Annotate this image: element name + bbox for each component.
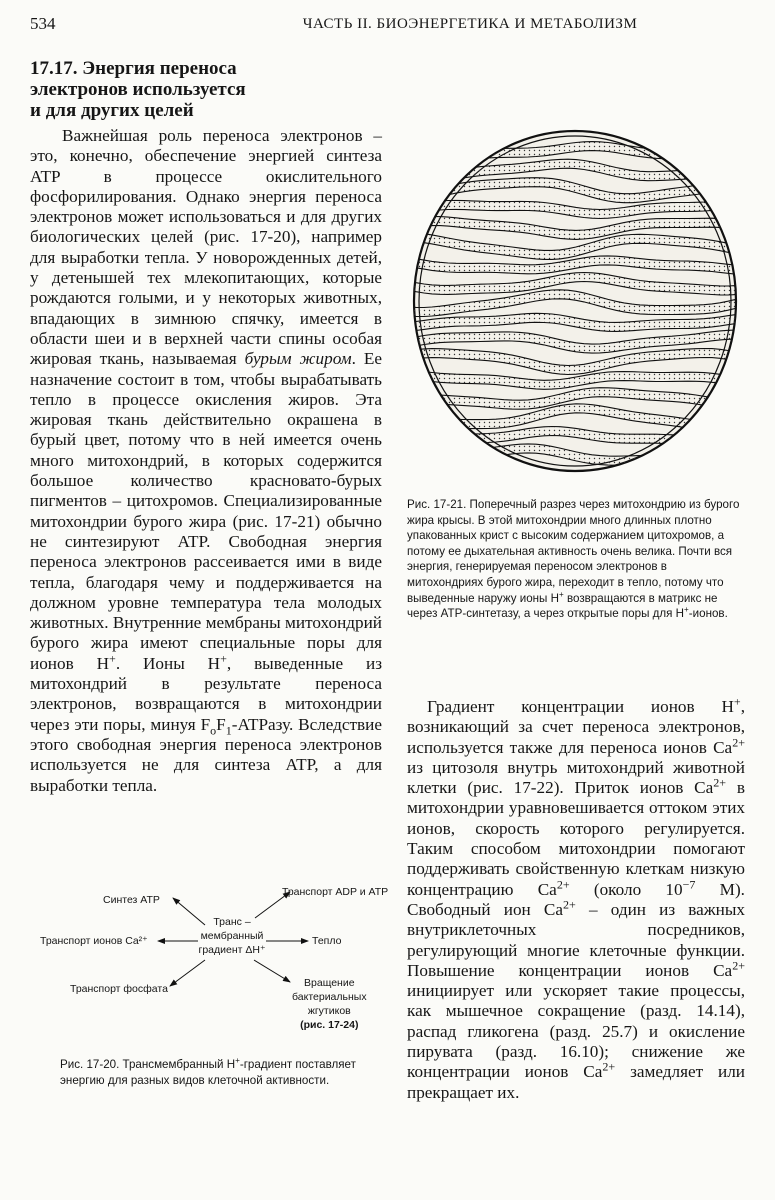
paragraph-calcium: Градиент концентрации ионов H+, возникающий за счет переноса электронов, используется также для переноса ионов $Ca^{2+}$ из цитозоля внутрь митохондрий животной клетки (рис. 17-22). Приток ионов $Ca^{2+}$ в митохондрии уравновешивается оттоком этих ионов, скорость которого регулируется. Таким способом митохондрии помогают поддерживать свойственную клеткам низкую концентрацию $Ca^{2+}$ (около $10^{-7}$ М). Свободный ион $Ca^{2+}$ – один из важных внутриклеточных посредников, регулирующий многие клеточные функции. Повышение концентрации ионов $Ca^{2+}$ инициирует или ускоряет такие процессы, как мышечное сокращение (разд. 14.14), распад гликогена (разд. 25.7) и окисление пирувата (разд. 16.10); снижение же концентрации ионов $Ca^{2+}$ замедляет или прекращает их. (407, 694, 746, 1102)
term-brown-fat: бурым жиром (244, 349, 352, 369)
mitochondrion-illustration (408, 125, 743, 477)
label-calcium-transport: Транспорт ионов Ca²⁺ (40, 935, 148, 947)
arrow-to-flagella (254, 960, 290, 982)
section-title (30, 58, 360, 121)
section-title-line-1: 17.17. Энергия переноса (30, 58, 237, 79)
section-title-line-3: и для других целей (30, 100, 194, 121)
mitochondrion-cross-section-figure (408, 125, 743, 477)
section-title-line-2: электронов используется (30, 79, 246, 100)
label-atp-synthesis: Синтез ATP (103, 894, 160, 906)
paragraph-brown-fat: Важнейшая роль переноса электронов – это, конечно, обеспечение энергией синтеза ATP в процессе окислительного фосфорилирования. Однако энергия переноса электронов может использоваться и для других биологических целей (рис. 17-20), например для выработки тепла. У новорожденных детей, у детенышей тех млекопитающих, которые рождаются голыми, и у некоторых животных, впадающих в зимнюю спячку, имеется в области шеи и в верхней части спины особая жировая ткань, называемая бурым жиром. Ее назначение состоит в том, чтобы вырабатывать тепло в процессе окисления жиров. Эта жировая ткань действительно окрашена в бурый цвет, потому что в ней имеется очень много митохондрий, в которых содержится большое количество красновато-бурых пигментов – цитохромов. Специализированные митохондрии бурого жира (рис. 17-21) обычно не синтезируют ATP. Свободная энергия переноса электронов рассеивается ими в виде тепла, благодаря чему и поддерживается на должном уровне температура тела молодых животных. Внутренние мембраны митохондрий бурого жира имеют специальные поры для ионов H+. Ионы H+, выведенные из митохондрий в результате переноса электронов, возвращаются в митохондрии через эти поры, минуя $F_oF_1$-ATPазу. Вследствие этого свободная энергия переноса электронов используется не для синтеза ATP, а для выработки тепла. (30, 126, 382, 795)
label-adp-atp-transport: Транспорт ADP и ATP (282, 886, 389, 898)
figure-17-21-caption: Рис. 17-21. Поперечный разрез через митохондрию из бурого жира крысы. В этой митохондрии много длинных плотно упакованных крист с высоким содержанием цитохромов, а потому ее дыхательная активность очень велика. Почти вся энергия, генерируемая переносом электронов в митохондриях бурого жира, переходит в тепло, потому что выведенные наружу ионы H+ возвращаются в матрикс не через ATP-синтетазу, а через открытые поры для H+-ионов. (407, 498, 740, 621)
arrow-to-phosphate-transport (170, 960, 205, 986)
label-heat: Тепло (312, 935, 342, 947)
center-label-gradient: Транс – мембранный градиент ΔH⁺ (198, 916, 266, 956)
figure-17-20-diagram (40, 880, 389, 1045)
figure-17-20-caption: Рис. 17-20. Трансмембранный H+-градиент поставляет энергию для разных видов клеточной активности. (60, 1056, 356, 1087)
label-flagella-rotation: Вращение бактериальных жгутиков (рис. 17-24) (292, 977, 367, 1031)
page-number: 534 (30, 14, 56, 33)
running-header: ЧАСТЬ II. БИОЭНЕРГЕТИКА И МЕТАБОЛИЗМ (302, 16, 638, 32)
left-column-text (30, 126, 382, 796)
label-phosphate-transport: Транспорт фосфата (70, 983, 168, 995)
right-column-text (407, 694, 746, 1103)
